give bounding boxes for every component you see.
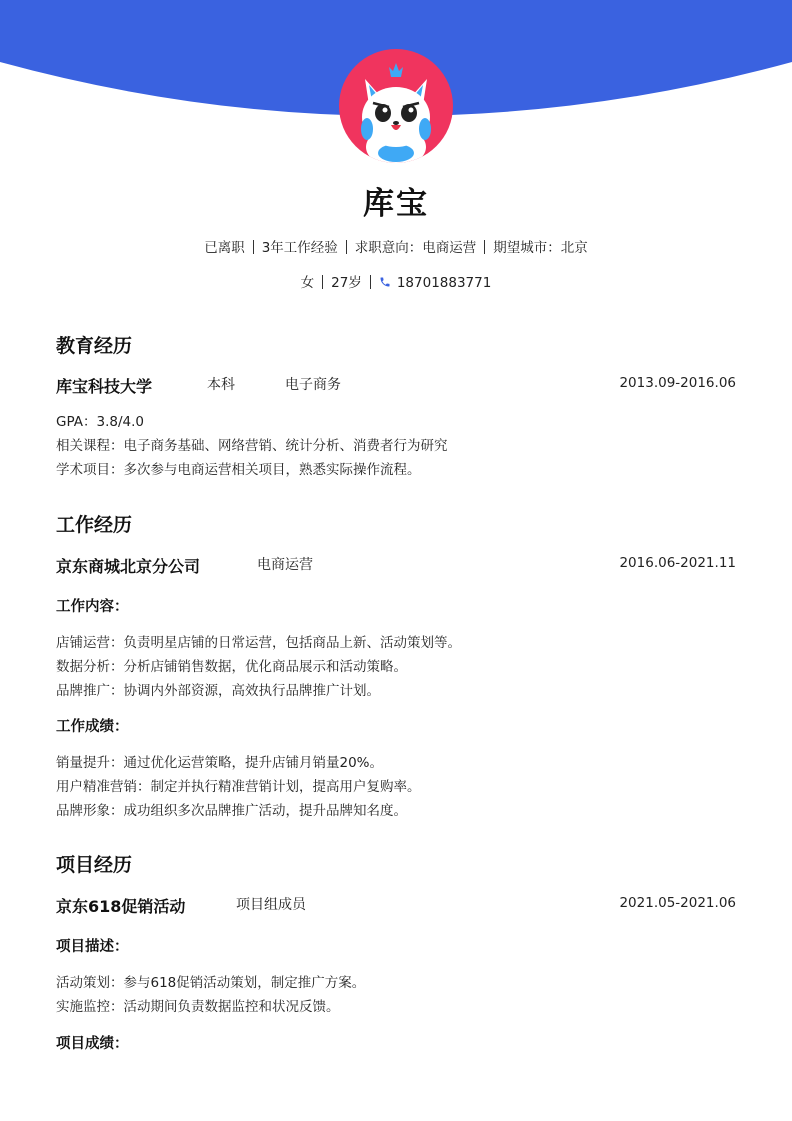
info-line-1	[0, 236, 792, 256]
school-name: 库宝科技大学	[56, 377, 153, 396]
degree: 本科	[207, 377, 235, 393]
work-achievements-title: 工作成绩：	[56, 719, 129, 735]
expected-city: 期望城市：北京	[493, 240, 588, 256]
work-date: 2016.06-2021.11	[619, 555, 736, 571]
education-line: 相关课程：电子商务基础、网络营销、统计分析、消费者行为研究	[56, 438, 448, 454]
project-title: 项目经历	[56, 854, 133, 876]
phone-number: 18701883771	[396, 275, 492, 291]
work-content-title: 工作内容：	[56, 599, 129, 615]
education-title: 教育经历	[56, 335, 133, 357]
job-intention: 求职意向：电商运营	[354, 240, 477, 256]
education-line: 学术项目：多次参与电商运营相关项目，熟悉实际操作流程。	[56, 462, 421, 478]
mascot-illustration	[339, 49, 453, 163]
info-line-2	[0, 271, 792, 291]
work-achievement-line: 销量提升：通过优化运营策略，提升店铺月销量20%。	[56, 755, 384, 771]
work-role: 电商运营	[257, 557, 313, 573]
work-achievement-line: 品牌形象：成功组织多次品牌推广活动，提升品牌知名度。	[56, 803, 407, 819]
phone-icon	[379, 276, 391, 288]
experience: 3年工作经验	[261, 240, 338, 256]
work-content-line: 店铺运营：负责明星店铺的日常运营，包括商品上新、活动策划等。	[56, 635, 461, 651]
project-role: 项目组成员	[236, 897, 306, 913]
work-achievement-line: 用户精准营销：制定并执行精准营销计划，提高用户复购率。	[56, 779, 421, 795]
candidate-name: 库宝	[363, 186, 429, 222]
major: 电子商务	[285, 377, 341, 393]
work-content-line: 数据分析：分析店铺销售数据，优化商品展示和活动策略。	[56, 659, 407, 675]
company-name: 京东商城北京分公司	[56, 557, 201, 576]
work-title: 工作经历	[56, 514, 133, 536]
work-content-line: 品牌推广：协调内外部资源，高效执行品牌推广计划。	[56, 683, 380, 699]
gender: 女	[300, 275, 315, 291]
age: 27岁	[331, 275, 362, 291]
project-date: 2021.05-2021.06	[619, 895, 736, 911]
project-desc-line: 实施监控：活动期间负责数据监控和状况反馈。	[56, 999, 340, 1015]
project-name: 京东618促销活动	[56, 897, 186, 916]
avatar	[339, 49, 453, 163]
education-line: GPA：3.8/4.0	[56, 414, 144, 430]
project-desc-line: 活动策划：参与618促销活动策划，制定推广方案。	[56, 975, 366, 991]
education-date: 2013.09-2016.06	[619, 375, 736, 391]
project-results-title: 项目成绩：	[56, 1036, 129, 1052]
project-desc-title: 项目描述：	[56, 939, 129, 955]
status: 已离职	[204, 240, 245, 256]
